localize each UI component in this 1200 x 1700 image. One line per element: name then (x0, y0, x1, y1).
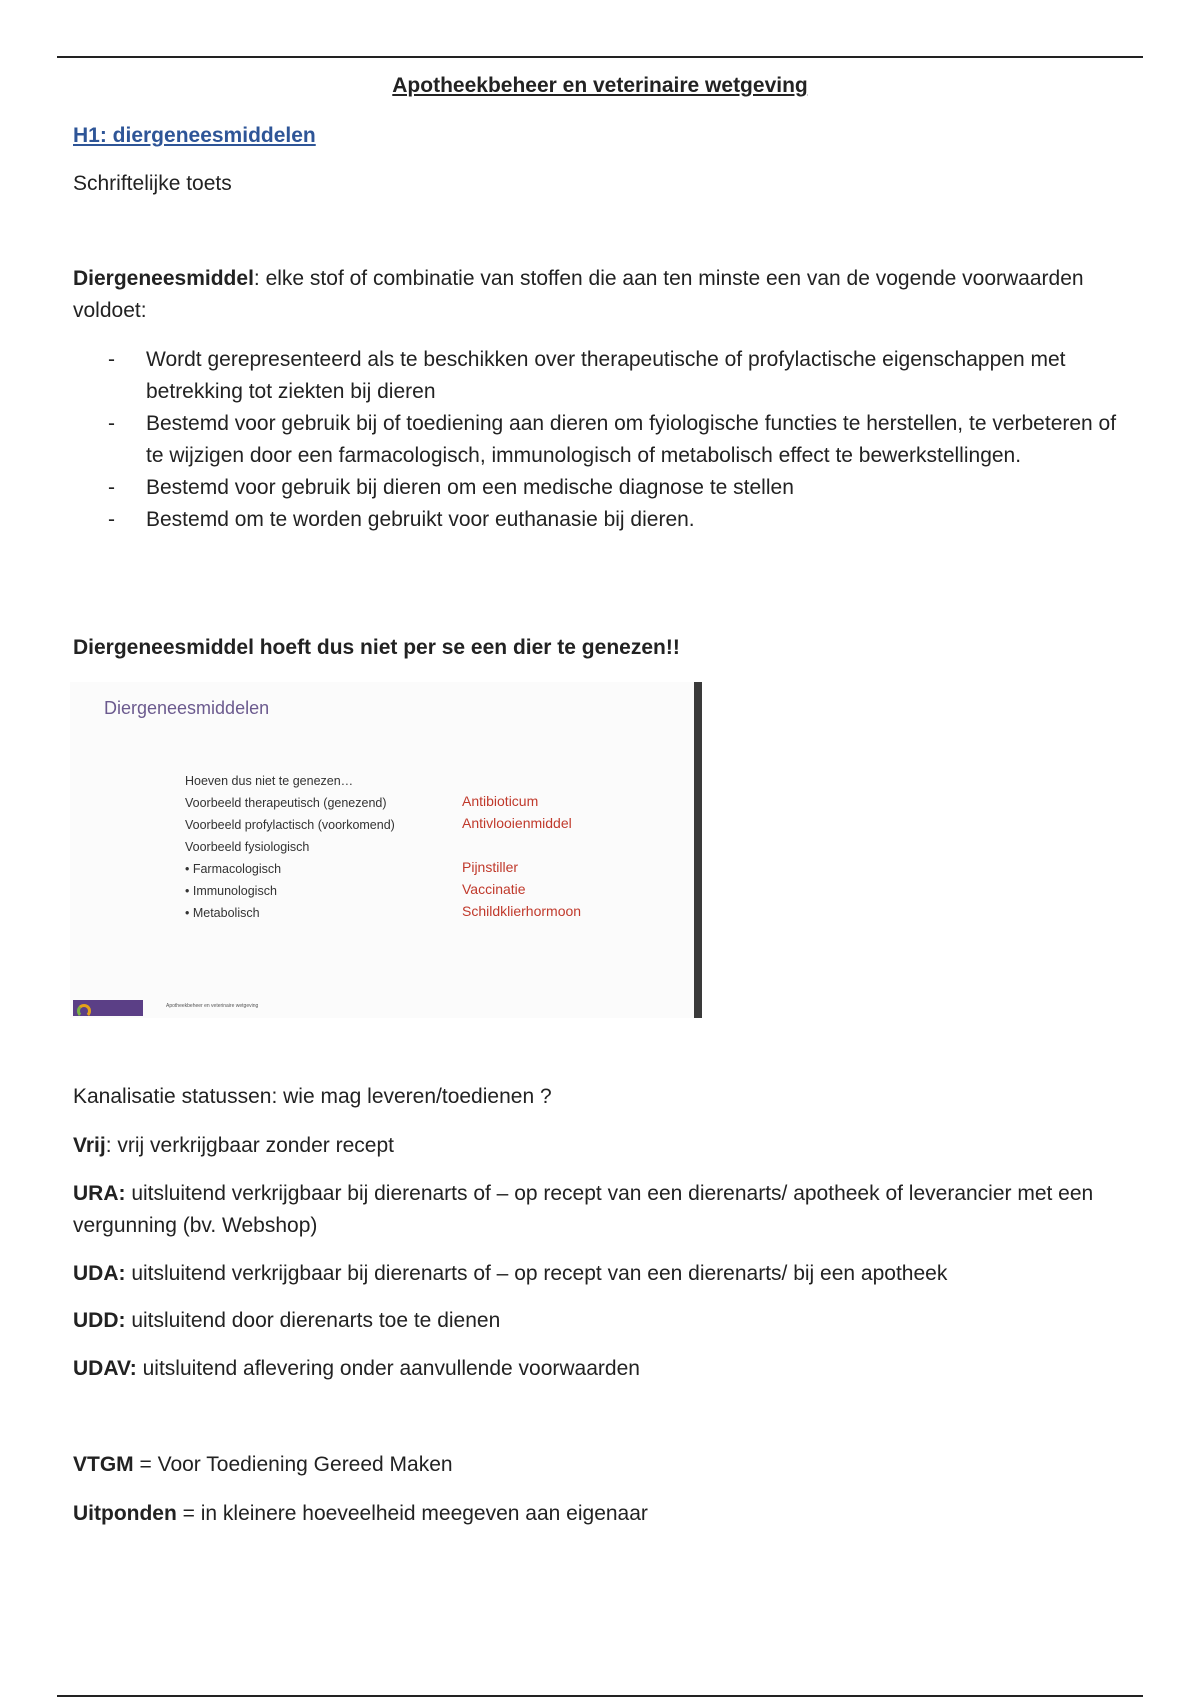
kanalisatie-intro: Kanalisatie statussen: wie mag leveren/toedienen ? (73, 1085, 552, 1108)
term-definition: VTGM = Voor Toediening Gereed Maken (73, 1453, 453, 1476)
kanalisatie-item: URA: uitsluitend verkrijgbaar bij dierenarts of – op recept van een dierenarts/ apotheek of leverancier met een vergunning (bv. Webshop) (73, 1182, 1094, 1237)
slide-right-list (462, 790, 581, 922)
dash-marker: - (108, 476, 115, 499)
kanalisatie-item: UDA: uitsluitend verkrijgbaar bij dierenarts of – op recept van een dierenarts/ bij een apotheek (73, 1262, 948, 1285)
bottom-rule (57, 1695, 1143, 1697)
kanalisatie-item: Vrij: vrij verkrijgbaar zonder recept (73, 1134, 394, 1157)
term-definition: Uitponden = in kleinere hoeveelheid meegeven aan eigenaar (73, 1502, 648, 1525)
slide-left-item: • Immunologisch (185, 884, 277, 898)
emphasis-line: Diergeneesmiddel hoeft dus niet per se een dier te genezen!! (73, 636, 680, 659)
slide-left-item: • Metabolisch (185, 906, 260, 920)
school-logo (73, 1000, 143, 1016)
logo-arc-icon (77, 1004, 91, 1018)
slide-right-item: Schildklierhormoon (462, 903, 582, 919)
slide-left-list (185, 770, 395, 924)
slide-left-item: Hoeven dus niet te genezen… (185, 774, 354, 788)
slide-left-item: • Farmacologisch (185, 862, 282, 876)
slide-edge-bar (694, 682, 702, 1018)
subtitle: Schriftelijke toets (73, 172, 232, 195)
slide-right-item: Pijnstiller (462, 859, 519, 875)
kanalisatie-item: UDAV: uitsluitend aflevering onder aanvullende voorwaarden (73, 1357, 640, 1380)
list-item: - Bestemd om te worden gebruikt voor euthanasie bij dieren. (73, 504, 1133, 536)
top-rule (57, 56, 1143, 58)
slide-right-item: Antivlooienmiddel (462, 815, 572, 831)
slide-image (70, 682, 702, 1018)
slide-right-item: Vaccinatie (462, 881, 526, 897)
list-item: - Wordt gerepresenteerd als te beschikken over therapeutische of profylactische eigenschappen met betrekking tot ziekten bij dieren (73, 344, 1133, 408)
chapter-heading (73, 120, 1133, 152)
definition-text: : elke stof of combinatie van stoffen die aan ten minste een van de vogende voorwaarden voldoet: (73, 267, 1084, 322)
chapter-heading-text: H1: diergeneesmiddelen (73, 124, 316, 147)
slide-title: Diergeneesmiddelen (104, 698, 270, 718)
slide-footer: Apotheekbeheer en veterinaire wetgeving (166, 1003, 259, 1009)
slide-left-item: Voorbeeld profylactisch (voorkomend) (185, 818, 395, 832)
dash-marker: - (108, 412, 115, 435)
definition-bullets (73, 344, 1133, 536)
list-item: - Bestemd voor gebruik bij of toediening aan dieren om fyiologische functies te herstellen, te verbeteren of te wijzigen door een farmacologisch, immunologisch of metabolisch effect te bewerkstellingen. (73, 408, 1133, 472)
definition-paragraph (73, 263, 1133, 327)
definition-term: Diergeneesmiddel (73, 267, 254, 290)
list-item: - Bestemd voor gebruik bij dieren om een medische diagnose te stellen (73, 472, 1133, 504)
kanalisatie-item: UDD: uitsluitend door dierenarts toe te dienen (73, 1309, 501, 1332)
slide-left-item: Voorbeeld therapeutisch (genezend) (185, 796, 387, 810)
slide-right-item: Antibioticum (462, 793, 539, 809)
dash-marker: - (108, 348, 115, 371)
document-title: Apotheekbeheer en veterinaire wetgeving (392, 74, 808, 97)
slide-left-item: Voorbeeld fysiologisch (185, 840, 310, 854)
dash-marker: - (108, 508, 115, 531)
